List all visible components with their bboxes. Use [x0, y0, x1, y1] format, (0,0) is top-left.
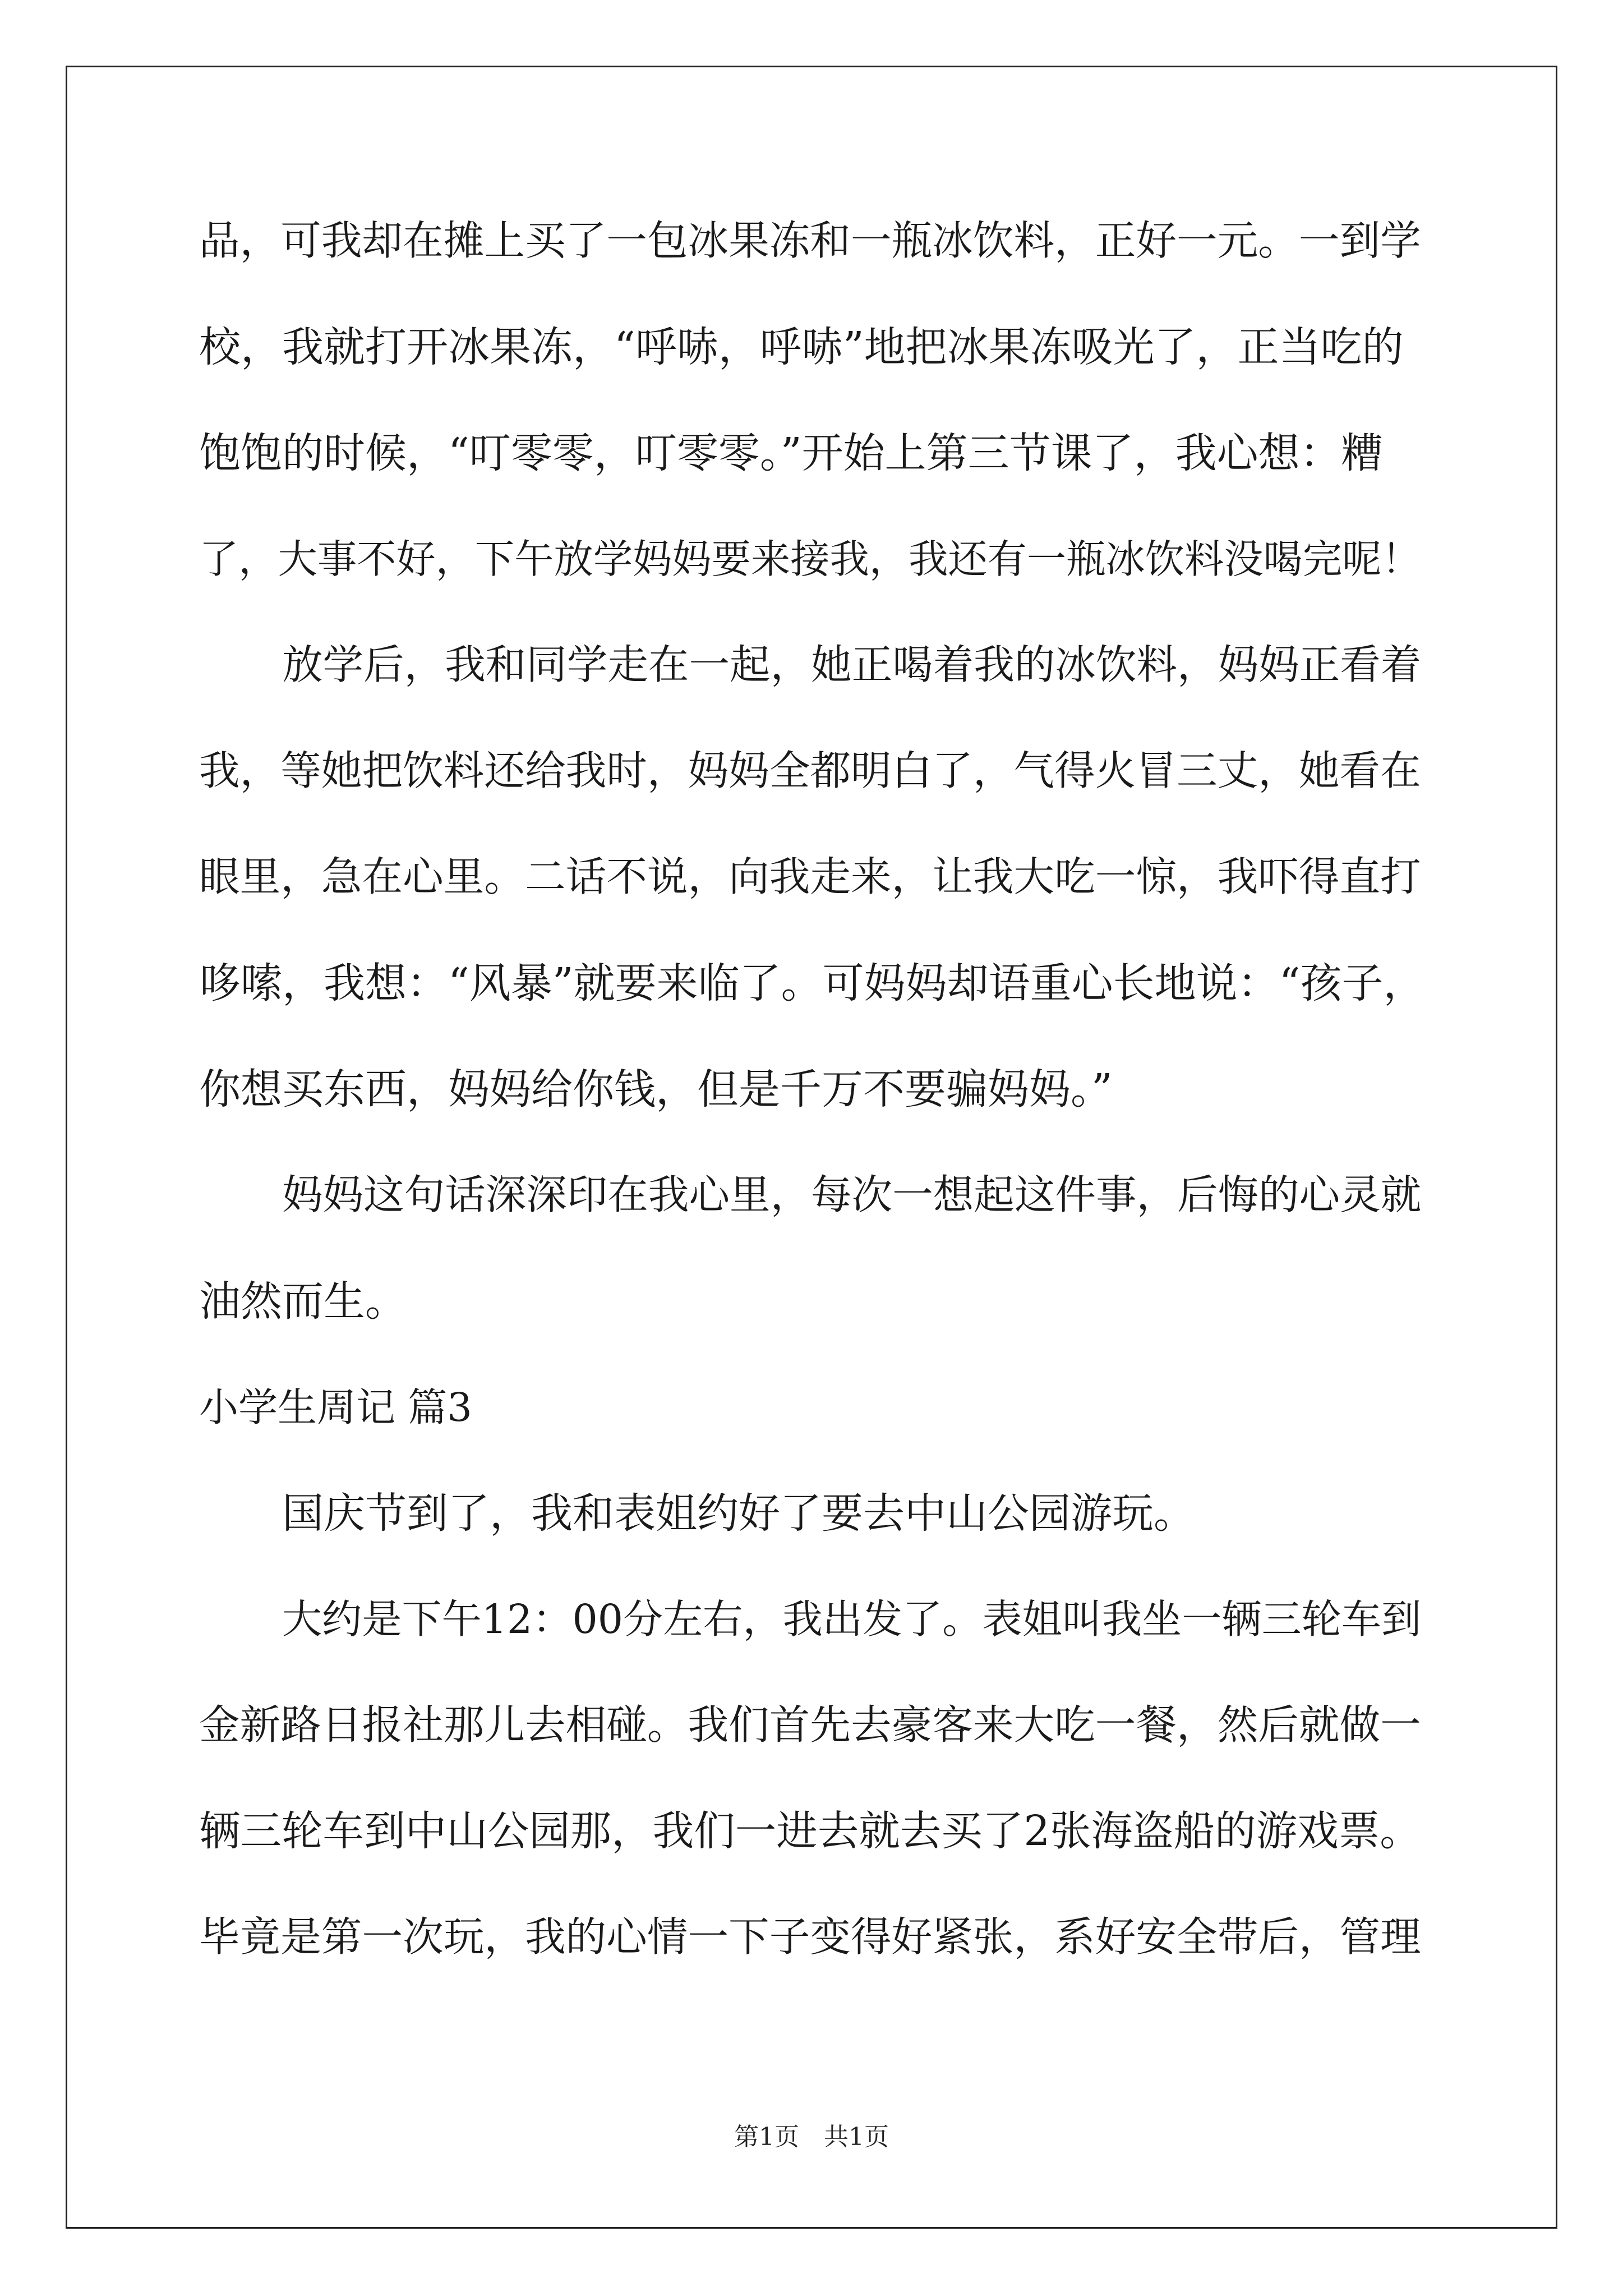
text-line: 品，可我却在摊上买了一包冰果冻和一瓶冰饮料，正好一元。一到学: [199, 218, 1421, 265]
text-line: 我，等她把饮料还给我时，妈妈全都明白了，气得火冒三丈，她看在: [199, 748, 1421, 795]
text-line: 校，我就打开冰果冻，“呼哧，呼哧”地把冰果冻吸光了，正当吃的: [199, 323, 1404, 371]
section-heading: 小学生周记 篇3: [199, 1384, 472, 1430]
text-line: 金新路日报社那儿去相碰。我们首先去豪客来大吃一餐，然后就做一: [199, 1702, 1421, 1749]
text-line: 油然而生。: [199, 1277, 407, 1326]
text-line: 哆嗦，我想：“风暴”就要来临了。可妈妈却语重心长地说：“孩子，: [199, 959, 1425, 1007]
text-line: 国庆节到了，我和表姐约好了要去中山公园游玩。: [282, 1489, 1195, 1538]
text-line: 放学后，我和同学走在一起，她正喝着我的冰饮料，妈妈正看着: [282, 642, 1422, 689]
text-line: 大约是下午12：00分左右，我出发了。表姐叫我坐一辆三轮车到: [282, 1596, 1422, 1642]
text-line: 了，大事不好，下午放学妈妈要来接我，我还有一瓶冰饮料没喝完呢！: [199, 536, 1421, 582]
text-line: 你想买东西，妈妈给你钱，但是千万不要骗妈妈。”: [199, 1065, 1113, 1114]
page-footer: 第1页 共1页: [734, 2123, 889, 2151]
text-line: 饱饱的时候，“叮零零，叮零零。”开始上第三节课了，我心想：糟: [199, 429, 1383, 477]
text-line: 眼里，急在心里。二话不说，向我走来，让我大吃一惊，我吓得直打: [199, 854, 1421, 901]
text-line: 妈妈这句话深深印在我心里，每次一想起这件事，后悔的心灵就: [282, 1172, 1422, 1219]
text-line: 辆三轮车到中山公园那，我们一进去就去买了2张海盗船的游戏票。: [199, 1807, 1421, 1855]
document-body: [199, 213, 1427, 2016]
text-line: 毕竟是第一次玩，我的心情一下子变得好紧张，系好安全带后，管理: [199, 1914, 1421, 1961]
